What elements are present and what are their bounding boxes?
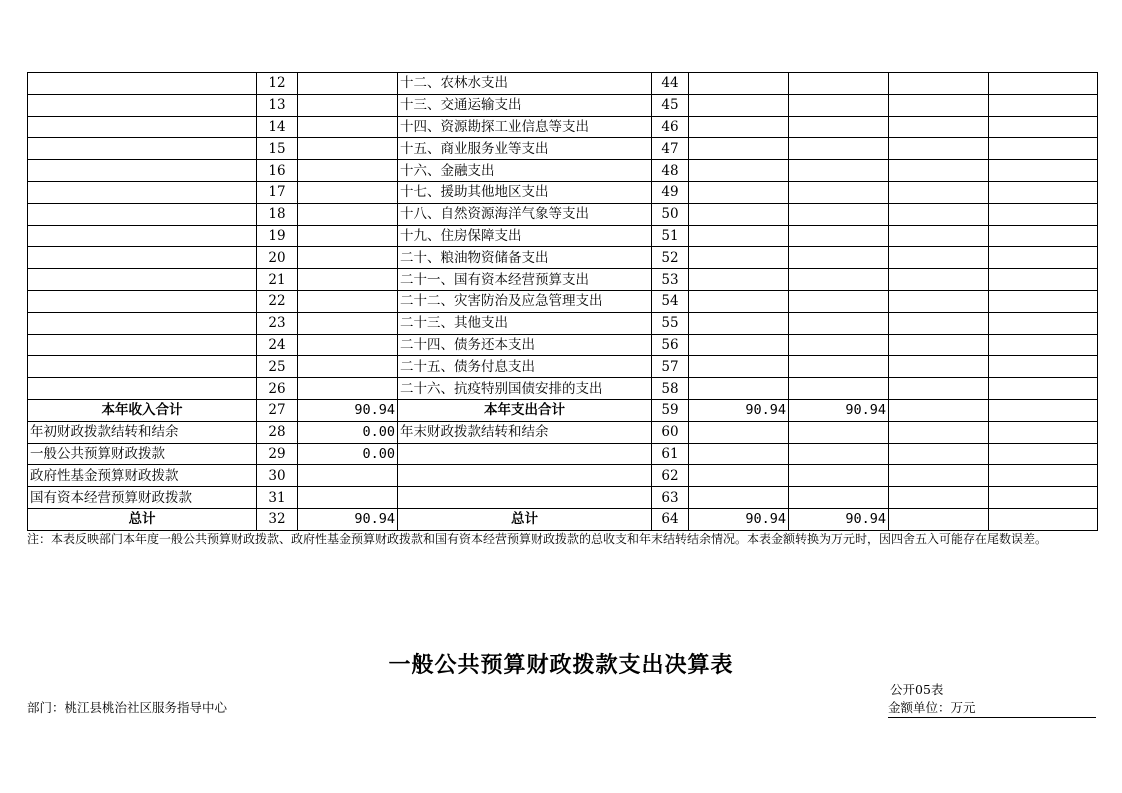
income-amount	[298, 487, 398, 509]
income-item-cell: 总计	[28, 508, 257, 530]
income-amount: 90.94	[298, 508, 398, 530]
table-row	[28, 73, 1098, 95]
expense-other-amount	[989, 160, 1098, 182]
expense-project-amount	[889, 378, 989, 400]
table-row	[28, 378, 1098, 400]
expense-line-number: 57	[652, 356, 689, 378]
table-row	[28, 160, 1098, 182]
expense-basic-amount: 90.94	[789, 508, 889, 530]
income-line-number: 12	[257, 73, 298, 95]
table-row	[28, 269, 1098, 291]
income-line-number: 16	[257, 160, 298, 182]
expense-other-amount	[989, 421, 1098, 443]
income-line-number: 30	[257, 465, 298, 487]
income-amount	[298, 116, 398, 138]
expense-project-amount	[889, 443, 989, 465]
expense-other-amount	[989, 443, 1098, 465]
income-item-cell: 一般公共预算财政拨款	[28, 443, 257, 465]
expense-line-number: 47	[652, 138, 689, 160]
income-line-number: 31	[257, 487, 298, 509]
income-amount	[298, 94, 398, 116]
table-row	[28, 225, 1098, 247]
expense-project-amount	[889, 356, 989, 378]
expense-other-amount	[989, 399, 1098, 421]
income-line-number: 18	[257, 203, 298, 225]
income-amount: 0.00	[298, 421, 398, 443]
expense-project-amount	[889, 399, 989, 421]
income-line-number: 14	[257, 116, 298, 138]
income-line-number: 27	[257, 399, 298, 421]
expense-line-number: 45	[652, 94, 689, 116]
table-row	[28, 334, 1098, 356]
expense-other-amount	[989, 203, 1098, 225]
expense-basic-amount	[789, 247, 889, 269]
expense-item-cell	[398, 465, 652, 487]
expense-total-amount	[689, 443, 789, 465]
expense-total-amount	[689, 116, 789, 138]
expense-line-number: 46	[652, 116, 689, 138]
expense-item-cell: 十五、商业服务业等支出	[398, 138, 652, 160]
expense-project-amount	[889, 181, 989, 203]
expense-other-amount	[989, 138, 1098, 160]
expense-project-amount	[889, 269, 989, 291]
income-item-cell: 国有资本经营预算财政拨款	[28, 487, 257, 509]
expense-total-amount	[689, 378, 789, 400]
fiscal-summary-table	[27, 72, 1098, 531]
expense-project-amount	[889, 203, 989, 225]
expense-line-number: 56	[652, 334, 689, 356]
income-amount: 90.94	[298, 399, 398, 421]
expense-line-number: 53	[652, 269, 689, 291]
expense-line-number: 63	[652, 487, 689, 509]
expense-total-amount	[689, 290, 789, 312]
income-amount	[298, 269, 398, 291]
income-line-number: 28	[257, 421, 298, 443]
expense-total-amount	[689, 203, 789, 225]
expense-total-amount	[689, 94, 789, 116]
income-item-cell: 本年收入合计	[28, 399, 257, 421]
expense-project-amount	[889, 312, 989, 334]
expense-other-amount	[989, 73, 1098, 95]
expense-item-cell: 年末财政拨款结转和结余	[398, 421, 652, 443]
income-item-cell	[28, 334, 257, 356]
expense-item-cell: 二十六、抗疫特别国债安排的支出	[398, 378, 652, 400]
income-item-cell	[28, 181, 257, 203]
income-item-cell	[28, 290, 257, 312]
expense-basic-amount: 90.94	[789, 399, 889, 421]
income-line-number: 19	[257, 225, 298, 247]
table-row	[28, 203, 1098, 225]
expense-project-amount	[889, 290, 989, 312]
expense-total-amount: 90.94	[689, 508, 789, 530]
expense-other-amount	[989, 225, 1098, 247]
income-amount	[298, 378, 398, 400]
income-amount	[298, 73, 398, 95]
income-amount	[298, 290, 398, 312]
expense-line-number: 55	[652, 312, 689, 334]
income-line-number: 13	[257, 94, 298, 116]
expense-item-cell	[398, 443, 652, 465]
expense-line-number: 44	[652, 73, 689, 95]
income-amount	[298, 356, 398, 378]
table-row	[28, 487, 1098, 509]
expense-total-amount	[689, 160, 789, 182]
expense-other-amount	[989, 312, 1098, 334]
expense-other-amount	[989, 94, 1098, 116]
table-row	[28, 94, 1098, 116]
expense-total-amount: 90.94	[689, 399, 789, 421]
table-row	[28, 290, 1098, 312]
income-item-cell: 政府性基金预算财政拨款	[28, 465, 257, 487]
expense-total-amount	[689, 225, 789, 247]
expense-basic-amount	[789, 138, 889, 160]
expense-other-amount	[989, 465, 1098, 487]
table-row	[28, 399, 1098, 421]
expense-other-amount	[989, 290, 1098, 312]
expense-line-number: 51	[652, 225, 689, 247]
expense-basic-amount	[789, 181, 889, 203]
expense-item-cell: 十二、农林水支出	[398, 73, 652, 95]
expense-other-amount	[989, 487, 1098, 509]
table-row	[28, 138, 1098, 160]
income-amount	[298, 247, 398, 269]
expense-project-amount	[889, 487, 989, 509]
income-amount	[298, 225, 398, 247]
income-line-number: 32	[257, 508, 298, 530]
income-item-cell	[28, 378, 257, 400]
expense-line-number: 60	[652, 421, 689, 443]
expense-line-number: 59	[652, 399, 689, 421]
expense-basic-amount	[789, 334, 889, 356]
expense-line-number: 52	[652, 247, 689, 269]
income-amount	[298, 334, 398, 356]
income-line-number: 26	[257, 378, 298, 400]
expense-total-amount	[689, 247, 789, 269]
table-row	[28, 421, 1098, 443]
expense-basic-amount	[789, 356, 889, 378]
income-line-number: 24	[257, 334, 298, 356]
expense-basic-amount	[789, 269, 889, 291]
expense-project-amount	[889, 421, 989, 443]
expense-project-amount	[889, 465, 989, 487]
expense-project-amount	[889, 334, 989, 356]
expense-other-amount	[989, 247, 1098, 269]
expense-line-number: 54	[652, 290, 689, 312]
expense-line-number: 48	[652, 160, 689, 182]
expense-total-amount	[689, 138, 789, 160]
expense-item-cell: 二十五、债务付息支出	[398, 356, 652, 378]
expense-item-cell: 十三、交通运输支出	[398, 94, 652, 116]
expense-other-amount	[989, 356, 1098, 378]
expense-total-amount	[689, 73, 789, 95]
department-label: 部门：桃江县桃治社区服务指导中心	[27, 700, 228, 715]
expense-basic-amount	[789, 487, 889, 509]
expense-item-cell: 二十一、国有资本经营预算支出	[398, 269, 652, 291]
expense-total-amount	[689, 181, 789, 203]
income-item-cell	[28, 356, 257, 378]
expense-project-amount	[889, 116, 989, 138]
income-item-cell	[28, 116, 257, 138]
income-amount	[298, 203, 398, 225]
table-row	[28, 356, 1098, 378]
expense-project-amount	[889, 225, 989, 247]
expense-project-amount	[889, 160, 989, 182]
expense-basic-amount	[789, 312, 889, 334]
income-item-cell: 年初财政拨款结转和结余	[28, 421, 257, 443]
expense-basic-amount	[789, 73, 889, 95]
expense-other-amount	[989, 378, 1098, 400]
income-line-number: 22	[257, 290, 298, 312]
table-row	[28, 116, 1098, 138]
expense-total-amount	[689, 487, 789, 509]
expense-item-cell: 十六、金融支出	[398, 160, 652, 182]
table-note: 注：本表反映部门本年度一般公共预算财政拨款、政府性基金预算财政拨款和国有资本经营预算财政拨款的总收支和年末结转结余情况。本表金额转换为万元时，因四舍五入可能存在尾数误差。	[27, 532, 1048, 546]
expense-other-amount	[989, 508, 1098, 530]
income-amount	[298, 312, 398, 334]
expense-item-cell: 十八、自然资源海洋气象等支出	[398, 203, 652, 225]
expense-line-number: 62	[652, 465, 689, 487]
next-table-title: 一般公共预算财政拨款支出决算表	[388, 653, 734, 678]
expense-other-amount	[989, 269, 1098, 291]
expense-item-cell	[398, 487, 652, 509]
expense-total-amount	[689, 465, 789, 487]
income-amount: 0.00	[298, 443, 398, 465]
expense-total-amount	[689, 356, 789, 378]
expense-project-amount	[889, 508, 989, 530]
income-amount	[298, 160, 398, 182]
expense-total-amount	[689, 334, 789, 356]
expense-item-cell: 二十二、灾害防治及应急管理支出	[398, 290, 652, 312]
expense-other-amount	[989, 116, 1098, 138]
income-item-cell	[28, 247, 257, 269]
expense-item-cell: 十四、资源勘探工业信息等支出	[398, 116, 652, 138]
table-row	[28, 312, 1098, 334]
table-row	[28, 181, 1098, 203]
expense-line-number: 64	[652, 508, 689, 530]
expense-line-number: 58	[652, 378, 689, 400]
expense-basic-amount	[789, 290, 889, 312]
amount-unit-label: 金额单位：万元	[888, 698, 1096, 718]
expense-project-amount	[889, 94, 989, 116]
income-amount	[298, 181, 398, 203]
expense-item-cell: 总计	[398, 508, 652, 530]
income-line-number: 21	[257, 269, 298, 291]
expense-total-amount	[689, 269, 789, 291]
expense-project-amount	[889, 73, 989, 95]
expense-other-amount	[989, 334, 1098, 356]
expense-basic-amount	[789, 116, 889, 138]
expense-line-number: 49	[652, 181, 689, 203]
expense-project-amount	[889, 138, 989, 160]
table-code: 公开05表	[890, 682, 944, 697]
income-amount	[298, 465, 398, 487]
expense-basic-amount	[789, 225, 889, 247]
income-item-cell	[28, 225, 257, 247]
income-item-cell	[28, 73, 257, 95]
expense-basic-amount	[789, 465, 889, 487]
expense-basic-amount	[789, 94, 889, 116]
table-row	[28, 508, 1098, 530]
income-line-number: 17	[257, 181, 298, 203]
expense-total-amount	[689, 312, 789, 334]
income-line-number: 20	[257, 247, 298, 269]
table-row	[28, 247, 1098, 269]
expense-total-amount	[689, 421, 789, 443]
income-item-cell	[28, 203, 257, 225]
expense-item-cell: 二十四、债务还本支出	[398, 334, 652, 356]
expense-basic-amount	[789, 443, 889, 465]
expense-line-number: 61	[652, 443, 689, 465]
expense-project-amount	[889, 247, 989, 269]
expense-item-cell: 十九、住房保障支出	[398, 225, 652, 247]
table-row	[28, 465, 1098, 487]
expense-item-cell: 十七、援助其他地区支出	[398, 181, 652, 203]
expense-item-cell: 本年支出合计	[398, 399, 652, 421]
expense-basic-amount	[789, 203, 889, 225]
income-line-number: 23	[257, 312, 298, 334]
expense-basic-amount	[789, 160, 889, 182]
expense-basic-amount	[789, 421, 889, 443]
income-item-cell	[28, 138, 257, 160]
income-item-cell	[28, 269, 257, 291]
income-line-number: 25	[257, 356, 298, 378]
expense-item-cell: 二十三、其他支出	[398, 312, 652, 334]
expense-line-number: 50	[652, 203, 689, 225]
income-item-cell	[28, 160, 257, 182]
income-line-number: 15	[257, 138, 298, 160]
expense-item-cell: 二十、粮油物资储备支出	[398, 247, 652, 269]
expense-basic-amount	[789, 378, 889, 400]
income-item-cell	[28, 94, 257, 116]
income-amount	[298, 138, 398, 160]
expense-other-amount	[989, 181, 1098, 203]
income-item-cell	[28, 312, 257, 334]
income-line-number: 29	[257, 443, 298, 465]
table-row	[28, 443, 1098, 465]
